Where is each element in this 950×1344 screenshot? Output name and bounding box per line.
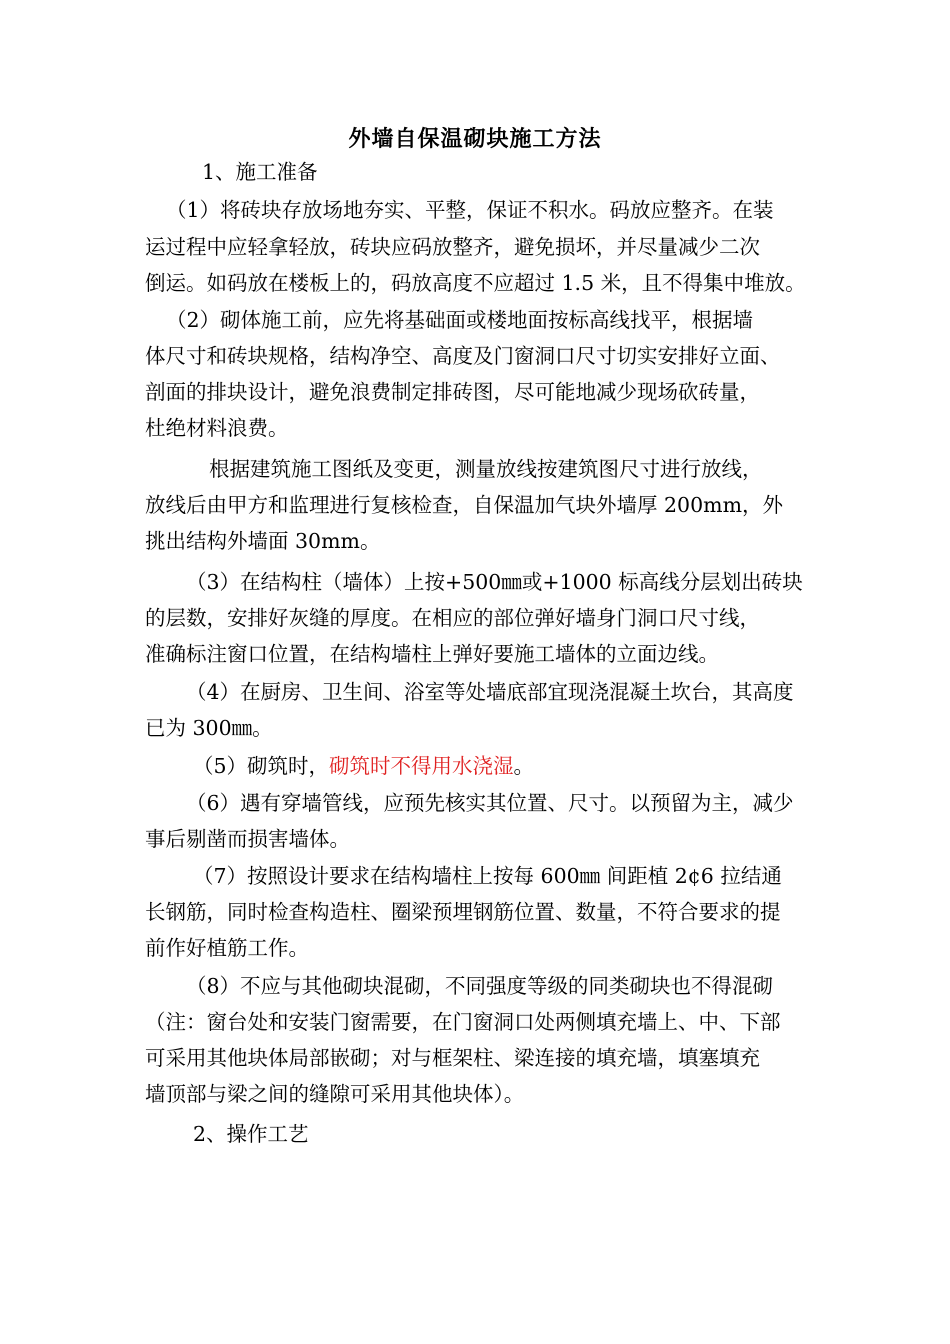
paragraph-line: 事后剔凿而损害墙体。	[145, 827, 350, 851]
paragraph-line: 已为 300㎜。	[145, 716, 273, 740]
section-heading-operation: 2、操作工艺	[193, 1122, 309, 1146]
paragraph-line: 的层数，安排好灰缝的厚度。在相应的部位弹好墙身门洞口尺寸线，	[145, 606, 760, 630]
paragraph-line: 墙顶部与梁之间的缝隙可采用其他块体）。	[145, 1082, 525, 1106]
paragraph-line: （注：窗台处和安装门窗需要，在门窗洞口处两侧填充墙上、中、下部	[145, 1010, 781, 1034]
text-span: （5）砌筑时，	[193, 754, 330, 778]
paragraph-line: 杜绝材料浪费。	[145, 416, 289, 440]
highlighted-warning-text: 砌筑时不得用水浇湿	[329, 754, 514, 778]
paragraph-line: 可采用其他块体局部嵌砌；对与框架柱、梁连接的填充墙，填塞填充	[145, 1046, 760, 1070]
paragraph-line: （6）遇有穿墙管线，应预先核实其位置、尺寸。以预留为主，减少	[186, 791, 794, 815]
paragraph-line: 体尺寸和砖块规格，结构净空、高度及门窗洞口尺寸切实安排好立面、	[145, 344, 781, 368]
paragraph-line: （2）砌体施工前，应先将基础面或楼地面按标高线找平，根据墙	[166, 308, 754, 332]
paragraph-line: 长钢筋，同时检查构造柱、圈梁预埋钢筋位置、数量，不符合要求的提	[145, 900, 781, 924]
section-heading-preparation: 1、施工准备	[202, 160, 318, 184]
paragraph-line: 剖面的排块设计，避免浪费制定排砖图，尽可能地减少现场砍砖量，	[145, 380, 760, 404]
paragraph-line: （1）将砖块存放场地夯实、平整，保证不积水。码放应整齐。在装	[166, 198, 774, 222]
paragraph-line: （4）在厨房、卫生间、浴室等处墙底部宜现浇混凝土坎台，其高度	[186, 680, 794, 704]
paragraph-line: 挑出结构外墙面 30mm。	[145, 529, 381, 553]
document-title: 外墙自保温砌块施工方法	[348, 126, 602, 152]
paragraph-line: 根据建筑施工图纸及变更，测量放线按建筑图尺寸进行放线，	[209, 457, 763, 481]
paragraph-line: （3）在结构柱（墙体）上按+500㎜或+1000 标高线分层划出砖块	[186, 570, 803, 594]
text-span: 。	[513, 754, 535, 778]
paragraph-line: 运过程中应轻拿轻放，砖块应码放整齐，避免损坏，并尽量减少二次	[145, 235, 760, 259]
paragraph-line: 前作好植筋工作。	[145, 936, 309, 960]
paragraph-line: 放线后由甲方和监理进行复核检查，自保温加气块外墙厚 200mm，外	[145, 493, 784, 517]
paragraph-line	[193, 751, 863, 781]
paragraph-line: 准确标注窗口位置，在结构墙柱上弹好要施工墙体的立面边线。	[145, 642, 719, 666]
paragraph-line: （7）按照设计要求在结构墙柱上按每 600㎜ 间距植 2¢6 拉结通	[193, 864, 782, 888]
paragraph-line: 倒运。如码放在楼板上的，码放高度不应超过 1.5 米，且不得集中堆放。	[145, 271, 806, 295]
paragraph-line: （8）不应与其他砌块混砌，不同强度等级的同类砌块也不得混砌	[186, 974, 774, 998]
